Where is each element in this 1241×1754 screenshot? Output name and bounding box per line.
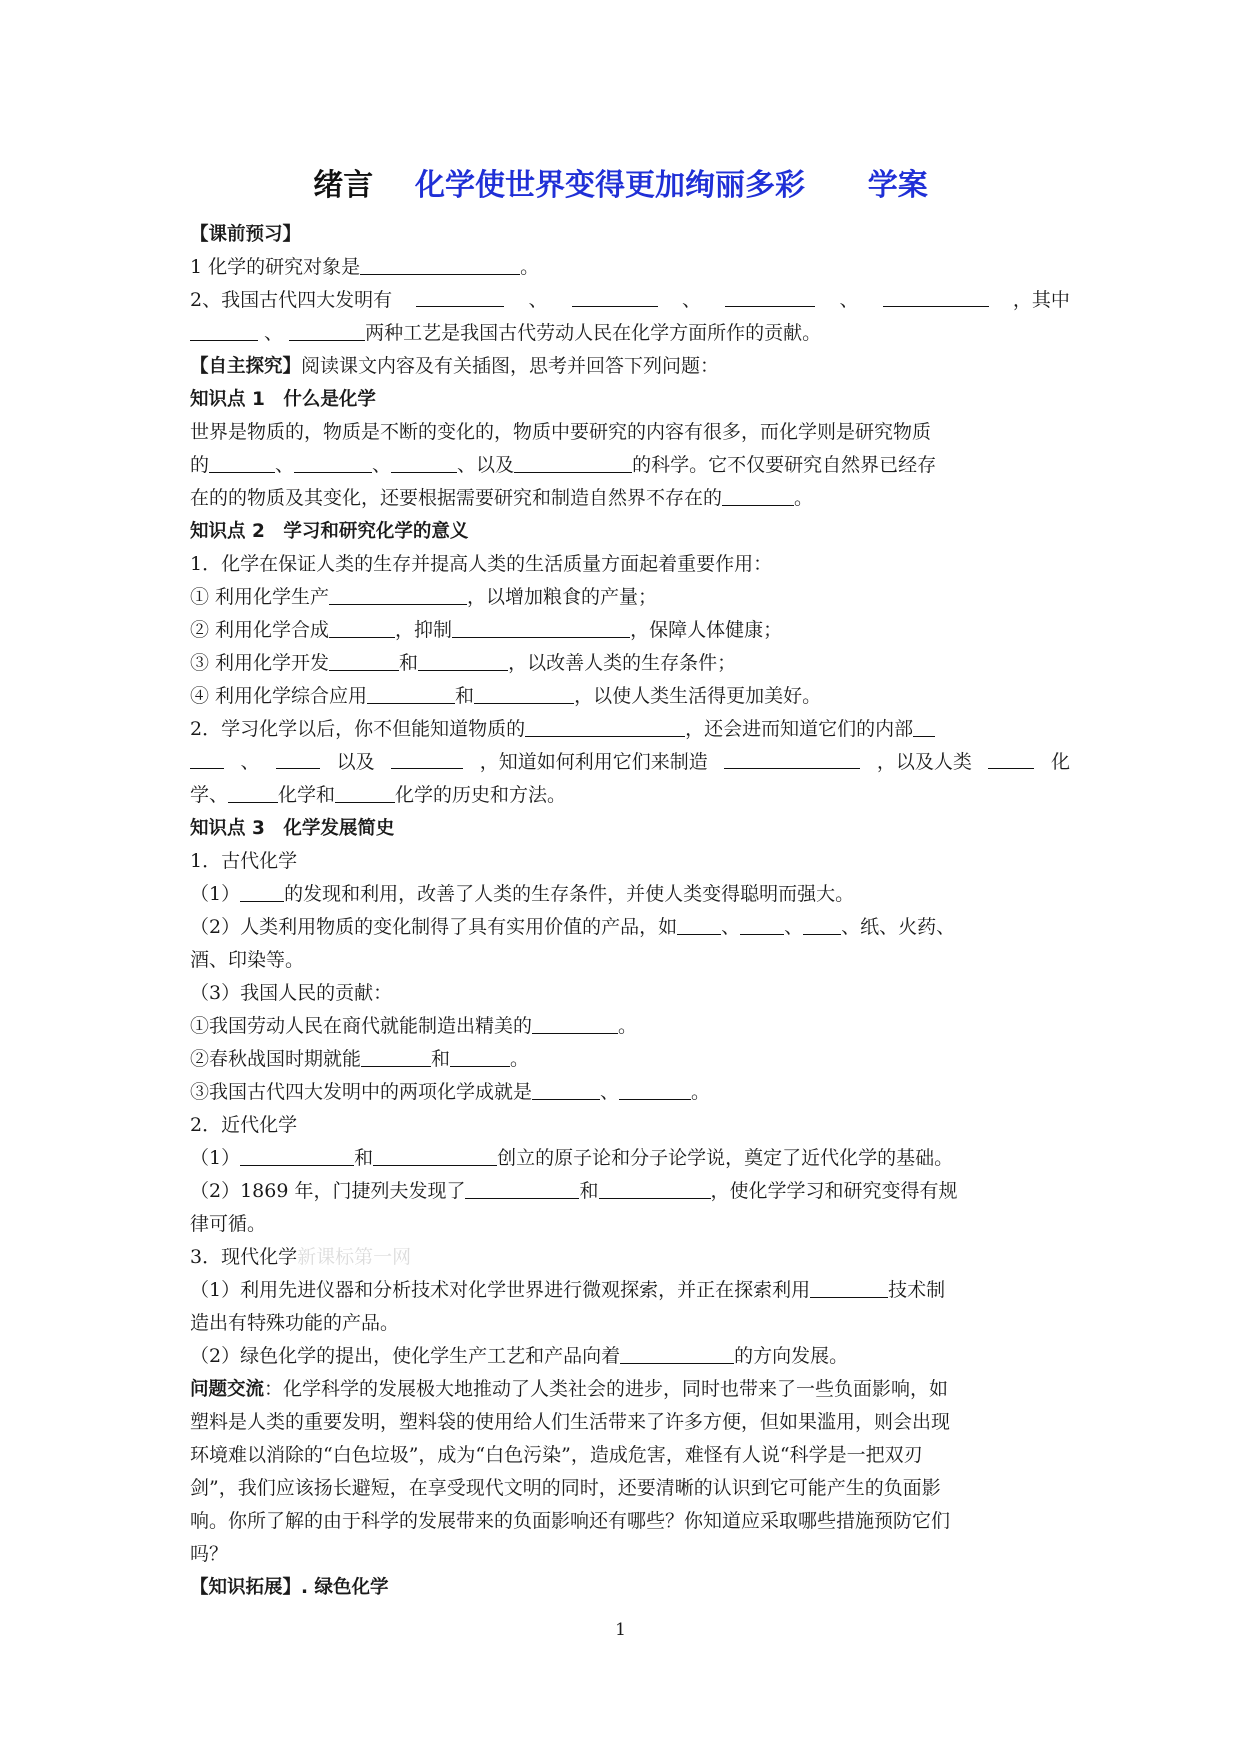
body-text: 响。你所了解的由于科学的发展带来的负面影响还有哪些？你知道应采取哪些措施预防它们 (190, 1510, 951, 1532)
fill-blank[interactable] (391, 746, 463, 769)
fill-blank[interactable] (620, 1341, 734, 1364)
fill-blank[interactable] (474, 681, 574, 704)
fill-blank[interactable] (418, 648, 508, 671)
fill-blank[interactable] (329, 648, 399, 671)
text-span: 。 (520, 256, 540, 278)
fill-blank[interactable] (329, 582, 467, 605)
question-line (190, 449, 1070, 482)
body-text: 塑料是人类的重要发明，塑料袋的使用给人们生活带来了许多方便，但如果滥用，则会出现 (190, 1411, 951, 1433)
question-line (190, 1340, 1070, 1373)
fill-blank[interactable] (391, 450, 457, 473)
text-span: 化 (1050, 751, 1070, 773)
text-span: 。 (510, 1048, 530, 1070)
fill-blank[interactable] (276, 746, 320, 769)
fill-blank[interactable] (294, 450, 372, 473)
text-span: 学、 (190, 784, 229, 806)
text-span: 和 (354, 1147, 374, 1169)
text-span: ，还会进而知道它们的内部 (685, 718, 914, 740)
body-text: 造出有特殊功能的产品。 (190, 1312, 400, 1334)
question-line (190, 1274, 1070, 1307)
fill-blank[interactable] (360, 252, 520, 275)
text-span: 技术制 (888, 1279, 946, 1301)
text-span: （2）绿色化学的提出，使化学生产工艺和产品向着 (190, 1345, 621, 1367)
fill-blank[interactable] (367, 681, 455, 704)
text-span: 、 (784, 916, 804, 938)
text-span: 在的的物质及其变化，还要根据需要研究和制造自然界不存在的 (190, 487, 723, 509)
text-span: ，抑制 (395, 619, 453, 641)
section-heading-explore: 【自主探究】 (190, 356, 302, 377)
text-span: 、 (681, 289, 701, 311)
fill-blank[interactable] (289, 318, 365, 341)
question-line (190, 746, 1070, 779)
body-text: 环境难以消除的“白色垃圾”，成为“白色污染”，造成危害，难怪有人说“科学是一把双刃 (190, 1444, 923, 1466)
fill-blank[interactable] (810, 1275, 888, 1298)
text-span: 、 (528, 289, 548, 311)
question-line (190, 878, 1070, 911)
fill-blank[interactable] (416, 284, 504, 307)
question-line (190, 614, 1070, 647)
text-span: 的方向发展。 (734, 1345, 849, 1367)
title-main: 化学使世界变得更加绚丽多彩 (415, 168, 806, 203)
fill-blank[interactable] (724, 746, 860, 769)
body-text: 剑”，我们应该扬长避短，在享受现代文明的同时，还要清晰的认识到它可能产生的负面影 (190, 1477, 941, 1499)
fill-blank[interactable] (450, 1044, 510, 1067)
text-span: 的科学。它不仅要研究自然界已经存 (632, 454, 937, 476)
fill-blank[interactable] (988, 746, 1034, 769)
fill-blank[interactable] (465, 1176, 579, 1199)
fill-blank[interactable] (725, 284, 815, 307)
text-span: ③我国古代四大发明中的两项化学成就是 (190, 1081, 533, 1103)
text-span: 、 (839, 289, 859, 311)
text-span: 、 (721, 916, 741, 938)
fill-blank[interactable] (619, 1077, 691, 1100)
subheading-modern-chemistry: 2．近代化学 (190, 1114, 298, 1136)
fill-blank[interactable] (190, 318, 258, 341)
text-span: 。 (618, 1015, 638, 1037)
fill-blank[interactable] (335, 780, 395, 803)
question-line (190, 581, 1070, 614)
text-span: （1） (190, 1147, 241, 1169)
text-span: 创立的原子论和分子论学说，奠定了近代化学的基础。 (497, 1147, 954, 1169)
body-text: 酒、印染等。 (190, 949, 305, 971)
text-span: ① 利用化学生产 (190, 586, 330, 608)
question-line (190, 251, 1070, 284)
fill-blank[interactable] (532, 1077, 600, 1100)
section-heading-preview: 【课前预习】 (190, 224, 302, 245)
text-span: 和 (399, 652, 419, 674)
question-line (190, 482, 1070, 515)
fill-blank[interactable] (373, 1143, 497, 1166)
text-span: 、 (264, 322, 284, 344)
question-line (190, 284, 1070, 317)
text-span: 2、我国古代四大发明有 (190, 289, 393, 311)
text-span: ，保障人体健康； (630, 619, 783, 641)
fill-blank[interactable] (572, 284, 658, 307)
subheading-ancient-chemistry: 1．古代化学 (190, 850, 298, 872)
fill-blank[interactable] (240, 879, 284, 902)
text-span: ④ 利用化学综合应用 (190, 685, 368, 707)
fill-blank[interactable] (525, 714, 685, 737)
text-span: ，知道如何利用它们来制造 (479, 751, 708, 773)
text-span: ，以使人类生活得更加美好。 (574, 685, 822, 707)
fill-blank[interactable] (803, 912, 841, 935)
text-span: （1）利用先进仪器和分析技术对化学世界进行微观探索，并正在探索利用 (190, 1279, 811, 1301)
text-span: （1） (190, 883, 241, 905)
instruction-line (190, 350, 1070, 383)
fill-blank[interactable] (532, 1011, 618, 1034)
question-line (190, 911, 1070, 944)
text-span: 、 (600, 1081, 620, 1103)
text-span: 1 化学的研究对象是 (190, 256, 361, 278)
body-text: 吗？ (190, 1543, 229, 1565)
text-span: ，以改善人类的生存条件； (508, 652, 737, 674)
question-line (190, 1175, 1070, 1208)
question-line (190, 713, 1070, 746)
text-span: 的 (190, 454, 210, 476)
text-span: 、纸、火药、 (841, 916, 956, 938)
question-line (190, 1010, 1070, 1043)
fill-blank[interactable] (677, 912, 721, 935)
text-span: 阅读课文内容及有关插图，思考并回答下列问题： (301, 355, 720, 377)
fill-blank[interactable] (240, 1143, 354, 1166)
discussion-line (190, 1373, 1070, 1406)
text-span: 。 (794, 487, 814, 509)
title-prefix: 绪言 (313, 168, 374, 203)
body-text: 1．化学在保证人类的生存并提高人类的生活质量方面起着重要作用： (190, 553, 773, 575)
fill-blank[interactable] (740, 912, 784, 935)
text-span: ，以及人类 (876, 751, 972, 773)
fill-blank[interactable] (209, 450, 275, 473)
text-span: （2）人类利用物质的变化制得了具有实用价值的产品，如 (190, 916, 678, 938)
text-span: ③ 利用化学开发 (190, 652, 330, 674)
fill-blank[interactable] (514, 450, 632, 473)
text-span: 和 (579, 1180, 599, 1202)
body-text: 律可循。 (190, 1213, 267, 1235)
text-span: 两种工艺是我国古代劳动人民在化学方面所作的贡献。 (365, 322, 822, 344)
title-suffix: 学案 (867, 168, 928, 203)
text-span: ：化学科学的发展极大地推动了人类社会的进步，同时也带来了一些负面影响，如 (264, 1378, 949, 1400)
text-span: 化学的历史和方法。 (395, 784, 567, 806)
text-span: 3．现代化学 (190, 1246, 298, 1268)
text-span: （2）1869 年，门捷列夫发现了 (190, 1180, 466, 1202)
fill-blank[interactable] (913, 714, 935, 737)
fill-blank[interactable] (228, 780, 278, 803)
knowledge-point-2-heading: 知识点 2 学习和研究化学的意义 (190, 521, 469, 542)
question-line (190, 1076, 1070, 1109)
body-text: （3）我国人民的贡献： (190, 982, 393, 1004)
knowledge-point-3-heading: 知识点 3 化学发展简史 (190, 818, 395, 839)
text-span: 的发现和利用，改善了人类的生存条件，并使人类变得聪明而强大。 (284, 883, 855, 905)
text-span: 。 (691, 1081, 711, 1103)
question-line (190, 1142, 1070, 1175)
text-span: 、以及 (457, 454, 515, 476)
page-number: 1 (615, 1620, 626, 1640)
fill-blank[interactable] (361, 1044, 431, 1067)
text-span: 、 (240, 751, 260, 773)
body-text: 世界是物质的，物质是不断的变化的，物质中要研究的内容有很多，而化学则是研究物质 (190, 421, 932, 443)
text-span: 和 (431, 1048, 451, 1070)
text-span: 化学和 (278, 784, 336, 806)
text-span: 、 (372, 454, 392, 476)
text-span: ②春秋战国时期就能 (190, 1048, 362, 1070)
question-line (190, 680, 1070, 713)
text-span: 以及 (336, 751, 375, 773)
watermark-text: 新课标第一网 (297, 1246, 412, 1268)
fill-blank[interactable] (190, 746, 224, 769)
question-line (190, 317, 1070, 350)
question-line (190, 779, 1070, 812)
fill-blank[interactable] (722, 483, 794, 506)
text-span: 2．学习化学以后，你不但能知道物质的 (190, 718, 526, 740)
text-span: ①我国劳动人民在商代就能制造出精美的 (190, 1015, 533, 1037)
question-line (190, 647, 1070, 680)
document-title (0, 160, 1241, 204)
text-span: ② 利用化学合成 (190, 619, 330, 641)
fill-blank[interactable] (883, 284, 989, 307)
knowledge-point-1-heading: 知识点 1 什么是化学 (190, 389, 376, 410)
discussion-heading: 问题交流 (190, 1379, 265, 1400)
subheading-contemporary-chemistry (190, 1241, 1070, 1274)
fill-blank[interactable] (329, 615, 395, 638)
section-heading-extension: 【知识拓展】. 绿色化学 (190, 1577, 389, 1598)
document-body (190, 218, 1070, 1604)
text-span: 、 (275, 454, 295, 476)
question-line (190, 1043, 1070, 1076)
text-span: ，以增加粮食的产量； (467, 586, 658, 608)
text-span: ，其中 (1012, 289, 1070, 311)
fill-blank[interactable] (452, 615, 630, 638)
text-span: 和 (455, 685, 475, 707)
fill-blank[interactable] (599, 1176, 711, 1199)
text-span: ，使化学学习和研究变得有规 (710, 1180, 958, 1202)
